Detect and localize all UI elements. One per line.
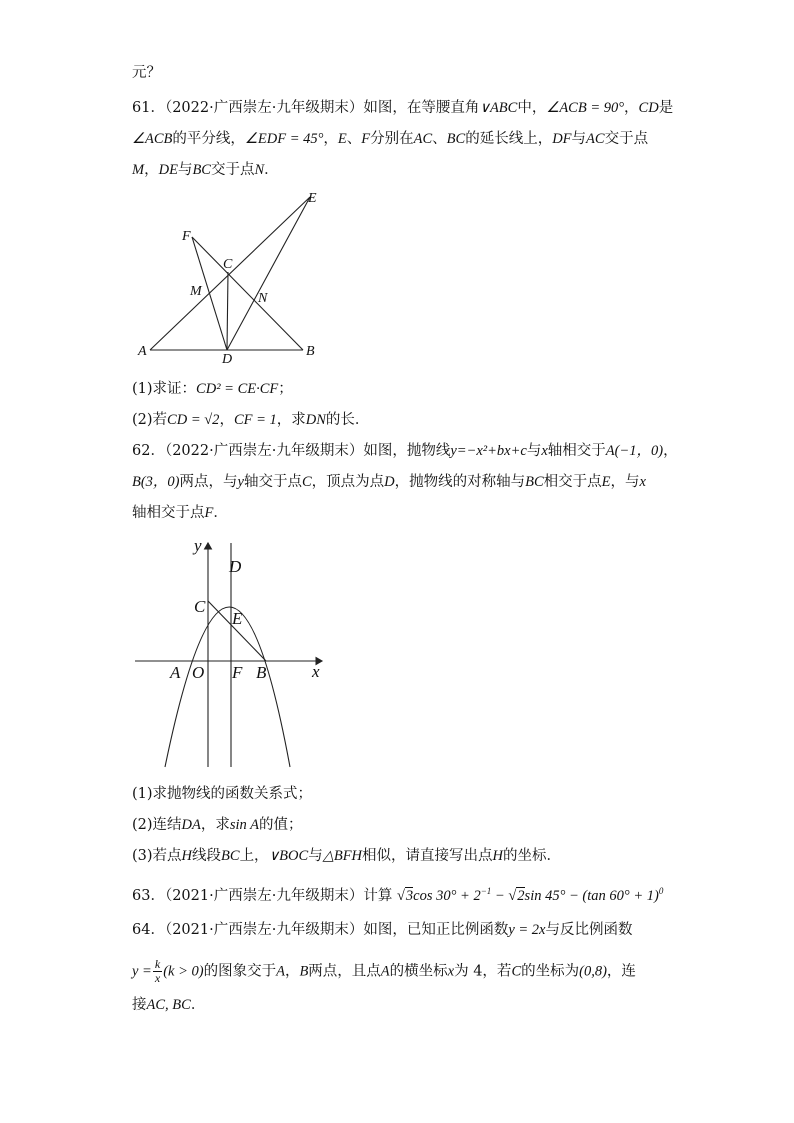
- label-c: C: [194, 597, 206, 616]
- math-expression: √3cos $30^\circ + 2^{-1} - √2\sin$ 45° − (tan 60° + 1)$^0$: [396, 886, 664, 904]
- q64-line1: 64．（2021·广西崇左·九年级期末）如图，已知正比例函数y = 2x与反比例函数: [132, 922, 633, 938]
- segment-de: [227, 197, 310, 350]
- previous-question-tail: 元？: [132, 65, 161, 81]
- q62-line2: B(3，0)两点，与y轴交于点C，顶点为点D，抛物线的对称轴与BC相交于点E，与x: [132, 474, 646, 490]
- q62-parabola-figure: [130, 535, 330, 775]
- label-n: N: [258, 291, 268, 306]
- fraction-k-over-x: $\frac{k}{x}$: [154, 957, 161, 985]
- question-number: 62．: [132, 443, 165, 459]
- label-o: O: [192, 663, 205, 682]
- label-f: F: [232, 663, 243, 682]
- q61-part1: (1)求证：CD² = CE·CF；: [132, 381, 293, 397]
- q61-triangle-figure: [130, 185, 330, 365]
- question-source: （2022·广西崇左·九年级期末）: [164, 100, 364, 116]
- label-a: A: [138, 344, 147, 359]
- q61-line2: ∠ACB的平分线，∠EDF = 45°，E、F分别在AC、BC的延长线上，DF与AC交于点: [132, 131, 649, 147]
- label-c: C: [223, 257, 233, 272]
- question-number: 63．: [132, 887, 165, 904]
- segment-ae: [150, 197, 310, 350]
- segment-cd: [227, 272, 228, 350]
- label-d: D: [229, 557, 242, 576]
- q63-line1: 63．（2021·广西崇左·九年级期末）计算 √3cos $30^\circ + 2^{-1} - √2\sin$ 45° − (tan 60° + 1)$^0$: [132, 886, 664, 904]
- parabola-curve: [165, 607, 290, 767]
- q62-part2: (2)连结DA，求sin A的值；: [132, 817, 303, 833]
- label-y: y: [194, 536, 202, 555]
- q61-part2: (2)若CD = √2，CF = 1，求DN的长．: [132, 412, 370, 428]
- q61-line3: M，DE与BC交于点N．: [132, 162, 279, 178]
- q62-line3: 轴相交于点F．: [132, 505, 228, 521]
- label-a: A: [170, 663, 181, 682]
- question-number: 61．: [132, 100, 165, 116]
- question-source: （2021·广西崇左·九年级期末）: [164, 887, 364, 904]
- q61-line1: 61．（2022·广西崇左·九年级期末）如图，在等腰直角∨ABC中，∠ACB = 90°，CD是: [132, 100, 674, 116]
- q62-line1: 62．（2022·广西崇左·九年级期末）如图，抛物线y=−x²+bx+c与x轴相交于A(−1，0)，: [132, 443, 678, 459]
- label-b: B: [306, 344, 315, 359]
- label-b: B: [256, 663, 267, 682]
- label-d: D: [222, 352, 233, 365]
- question-source: （2021·广西崇左·九年级期末）: [164, 922, 364, 938]
- q64-line2: y = $\frac{k}{x}$ (k > 0)的图象交于A，B两点，且点A的横坐标x为 4，若C的坐标为(0,8)，连: [132, 957, 636, 985]
- label-e: E: [232, 609, 243, 628]
- q62-part1: (1)求抛物线的函数关系式；: [132, 786, 313, 802]
- q62-part3: (3)若点H线段BC上，∨BOC与△BFH相似，请直接写出点H的坐标．: [132, 848, 562, 864]
- label-m: M: [190, 284, 202, 299]
- label-e: E: [308, 191, 317, 206]
- question-number: 64．: [132, 922, 165, 938]
- question-source: （2022·广西崇左·九年级期末）: [164, 443, 364, 459]
- q64-line3: 接AC, BC．: [132, 997, 206, 1013]
- label-f: F: [182, 229, 191, 244]
- label-x: x: [312, 662, 320, 681]
